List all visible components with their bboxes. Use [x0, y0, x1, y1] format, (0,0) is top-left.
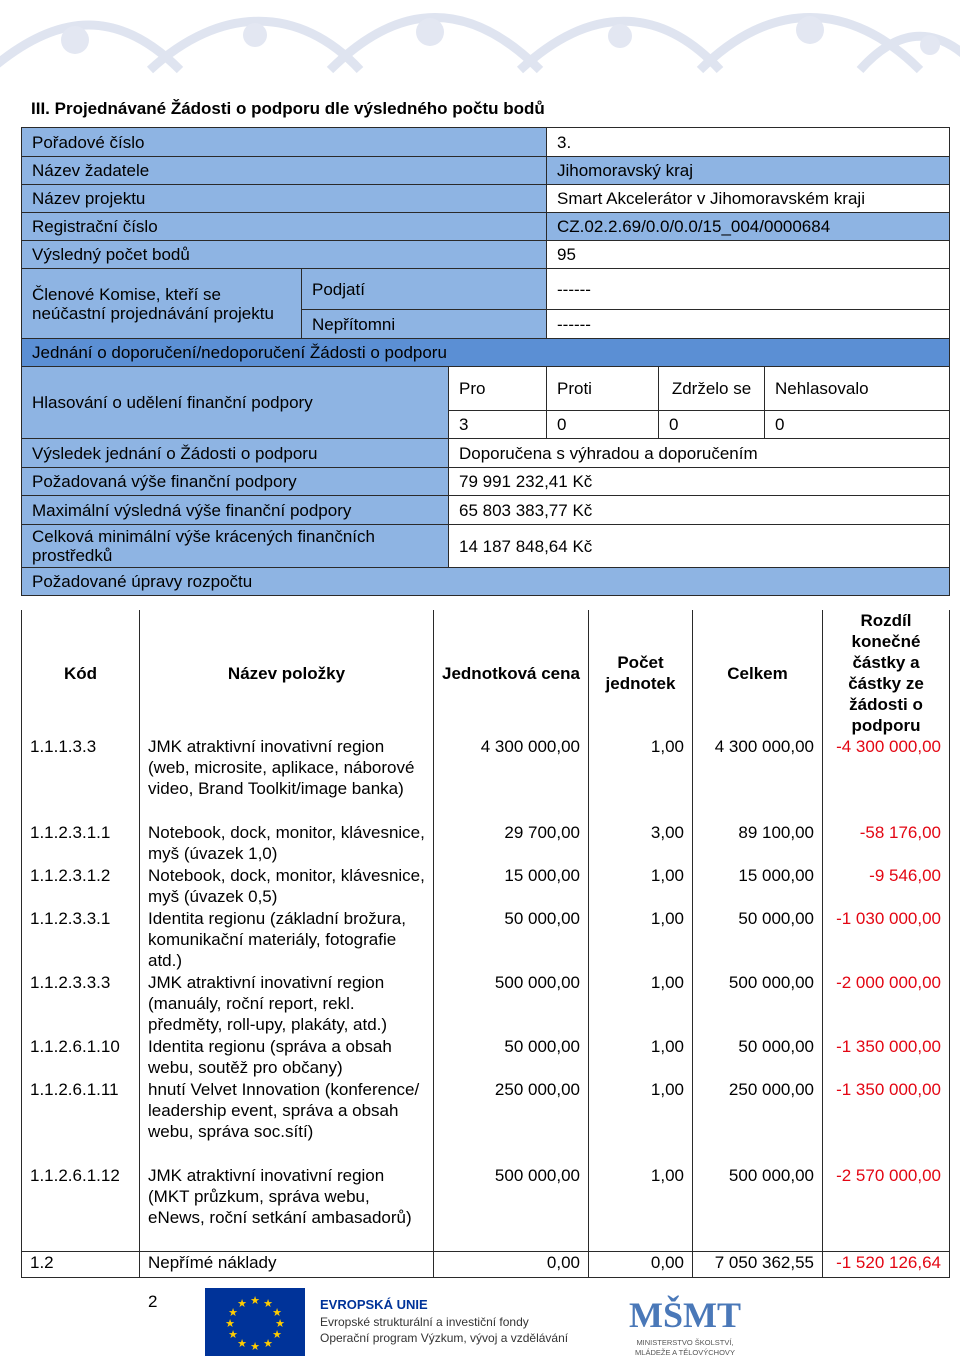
- row-nazev: Identita regionu (základní brožura, komunikační materiály, fotografie atd.): [140, 908, 434, 972]
- row-rozdil: -4 300 000,00: [823, 736, 950, 822]
- row-kod: 1.1.2.6.1.10: [22, 1036, 140, 1079]
- vote-nehlasovalo-header: Nehlasovalo: [765, 367, 950, 411]
- svg-text:★: ★: [237, 1337, 247, 1350]
- svg-text:★: ★: [275, 1317, 285, 1330]
- table-row: [22, 972, 950, 1036]
- table-row: [22, 1251, 950, 1277]
- vote-pro-value: 3: [449, 411, 547, 439]
- row-cena: 500 000,00: [434, 1165, 589, 1251]
- svg-text:★: ★: [263, 1297, 273, 1310]
- row-cena: 250 000,00: [434, 1079, 589, 1165]
- col-header-nazev: Název položky: [140, 610, 434, 736]
- table-row: [22, 822, 950, 865]
- row-pocet: 3,00: [589, 822, 693, 865]
- svg-text:★: ★: [228, 1306, 238, 1319]
- vote-nehlasovalo-value: 0: [765, 411, 950, 439]
- row-kod: 1.1.2.3.3.1: [22, 908, 140, 972]
- row-kod: 1.1.2.3.3.3: [22, 972, 140, 1036]
- row-celkem: 89 100,00: [693, 822, 823, 865]
- header-banner: [0, 0, 960, 90]
- msmt-line2: MLÁDEŽE A TĚLOVÝCHOVY: [635, 1348, 735, 1357]
- row-celkem: 50 000,00: [693, 908, 823, 972]
- row-kod: 1.1.1.3.3: [22, 736, 140, 822]
- row-kod: 1.1.2.3.1.2: [22, 865, 140, 908]
- svg-text:★: ★: [228, 1328, 238, 1341]
- celkova-minimalni-label: Celková minimální výše krácených finančních prostředků: [22, 525, 449, 568]
- poradove-cislo-value: 3.: [547, 128, 950, 157]
- svg-text:★: ★: [225, 1317, 235, 1330]
- row-pocet: 0,00: [589, 1251, 693, 1277]
- table-row: [22, 908, 950, 972]
- row-celkem: 7 050 362,55: [693, 1251, 823, 1277]
- col-header-cena: Jednotková cena: [434, 610, 589, 736]
- table-header-row: [22, 610, 950, 736]
- project-info-table: [21, 127, 950, 596]
- msmt-logo-icon: [629, 1295, 741, 1357]
- svg-text:★: ★: [272, 1306, 282, 1319]
- msmt-line1: MINISTERSTVO ŠKOLSTVÍ,: [636, 1338, 734, 1347]
- nepritomni-value: ------: [547, 310, 950, 339]
- pozadovana-vyse-value: 79 991 232,41 Kč: [449, 468, 950, 496]
- maximalni-vyse-label: Maximální výsledná výše finanční podpory: [22, 496, 449, 525]
- vysledek-jednani-value: Doporučena s výhradou a doporučením: [449, 439, 950, 468]
- vote-zdrzelo-value: 0: [659, 411, 765, 439]
- vysledny-pocet-bodu-value: 95: [547, 241, 950, 269]
- nazev-projektu-value: Smart Akcelerátor v Jihomoravském kraji: [547, 185, 950, 213]
- table-row: [22, 1036, 950, 1079]
- row-cena: 50 000,00: [434, 1036, 589, 1079]
- maximalni-vyse-value: 65 803 383,77 Kč: [449, 496, 950, 525]
- row-rozdil: -58 176,00: [823, 822, 950, 865]
- col-header-kod: Kód: [22, 610, 140, 736]
- vysledny-pocet-bodu-label: Výsledný počet bodů: [22, 241, 547, 269]
- svg-text:★: ★: [250, 1340, 260, 1353]
- pozadovana-vyse-label: Požadovaná výše finanční podpory: [22, 468, 449, 496]
- footer-logos: [205, 1282, 765, 1362]
- vote-zdrzelo-header: Zdrželo se: [659, 367, 765, 411]
- vote-proti-value: 0: [547, 411, 659, 439]
- row-pocet: 1,00: [589, 736, 693, 822]
- row-pocet: 1,00: [589, 1165, 693, 1251]
- row-cena: 50 000,00: [434, 908, 589, 972]
- row-kod: 1.1.2.3.1.1: [22, 822, 140, 865]
- pozadovane-upravy-label: Požadované úpravy rozpočtu: [22, 568, 950, 596]
- svg-text:★: ★: [263, 1337, 273, 1350]
- col-header-rozdil: Rozdíl konečné částky a částky ze žádosti o podporu: [823, 610, 950, 736]
- row-pocet: 1,00: [589, 1036, 693, 1079]
- col-header-celkem: Celkem: [693, 610, 823, 736]
- row-cena: 29 700,00: [434, 822, 589, 865]
- svg-text:★: ★: [250, 1294, 260, 1307]
- row-nazev: Notebook, dock, monitor, klávesnice, myš (úvazek 0,5): [140, 865, 434, 908]
- row-pocet: 1,00: [589, 865, 693, 908]
- podjati-value: ------: [547, 269, 950, 310]
- svg-text:★: ★: [272, 1328, 282, 1341]
- row-cena: 15 000,00: [434, 865, 589, 908]
- eu-fund: Evropské strukturální a investiční fondy: [320, 1315, 529, 1329]
- hlasovani-label: Hlasování o udělení finanční podpory: [22, 367, 449, 439]
- row-cena: 4 300 000,00: [434, 736, 589, 822]
- row-celkem: 500 000,00: [693, 972, 823, 1036]
- row-rozdil: -2 000 000,00: [823, 972, 950, 1036]
- row-rozdil: -2 570 000,00: [823, 1165, 950, 1251]
- table-row: [22, 736, 950, 822]
- vote-proti-header: Proti: [547, 367, 659, 411]
- budget-items-table: [21, 610, 950, 1278]
- podjati-label: Podjatí: [302, 269, 547, 310]
- row-celkem: 500 000,00: [693, 1165, 823, 1251]
- celkova-minimalni-value: 14 187 848,64 Kč: [449, 525, 950, 568]
- vote-pro-header: Pro: [449, 367, 547, 411]
- row-nazev: JMK atraktivní inovativní region (MKT průzkum, správa webu, eNews, roční setkání ambasadorů): [140, 1165, 434, 1251]
- row-rozdil: -1 350 000,00: [823, 1036, 950, 1079]
- row-celkem: 15 000,00: [693, 865, 823, 908]
- eu-flag-icon: [205, 1288, 305, 1356]
- jednani-section-header: Jednání o doporučení/nedoporučení Žádosti o podporu: [22, 339, 950, 367]
- row-pocet: 1,00: [589, 1079, 693, 1165]
- row-celkem: 250 000,00: [693, 1079, 823, 1165]
- row-pocet: 1,00: [589, 908, 693, 972]
- row-nazev: Identita regionu (správa a obsah webu, soutěž pro občany): [140, 1036, 434, 1079]
- row-celkem: 50 000,00: [693, 1036, 823, 1079]
- row-pocet: 1,00: [589, 972, 693, 1036]
- page-number: 2: [148, 1292, 158, 1311]
- row-cena: 500 000,00: [434, 972, 589, 1036]
- row-nazev: JMK atraktivní inovativní region (web, microsite, aplikace, náborové video, Brand Toolkit/image banka): [140, 736, 434, 822]
- row-rozdil: -1 030 000,00: [823, 908, 950, 972]
- nazev-zadatele-value: Jihomoravský kraj: [547, 157, 950, 185]
- page-heading: III. Projednávané Žádosti o podporu dle výsledného počtu bodů: [31, 99, 545, 118]
- row-cena: 0,00: [434, 1251, 589, 1277]
- row-kod: 1.1.2.6.1.12: [22, 1165, 140, 1251]
- row-rozdil: -1 520 126,64: [823, 1251, 950, 1277]
- nazev-zadatele-label: Název žadatele: [22, 157, 547, 185]
- col-header-pocet: Počet jednotek: [589, 610, 693, 736]
- nazev-projektu-label: Název projektu: [22, 185, 547, 213]
- table-row: [22, 1165, 950, 1251]
- eu-program: Operační program Výzkum, vývoj a vzdělávání: [320, 1331, 569, 1345]
- svg-text:★: ★: [237, 1297, 247, 1310]
- table-row: [22, 865, 950, 908]
- eu-title: EVROPSKÁ UNIE: [320, 1297, 428, 1312]
- row-rozdil: -1 350 000,00: [823, 1079, 950, 1165]
- row-nazev: hnutí Velvet Innovation (konference/ leadership event, správa a obsah webu, správa soc.sítí): [140, 1079, 434, 1165]
- msmt-logo-text: MŠMT: [629, 1295, 741, 1335]
- row-nazev: Notebook, dock, monitor, klávesnice, myš (úvazek 1,0): [140, 822, 434, 865]
- poradove-cislo-label: Pořadové číslo: [22, 128, 547, 157]
- nepritomni-label: Nepřítomni: [302, 310, 547, 339]
- clenove-komise-label: Členové Komise, kteří se neúčastní projednávání projektu: [22, 269, 302, 339]
- row-kod: 1.1.2.6.1.11: [22, 1079, 140, 1165]
- row-nazev: JMK atraktivní inovativní region (manuály, roční report, rekl. předměty, roll-upy, plakáty, atd.): [140, 972, 434, 1036]
- row-kod: 1.2: [22, 1251, 140, 1277]
- registracni-cislo-value: CZ.02.2.69/0.0/0.0/15_004/0000684: [547, 213, 950, 241]
- row-rozdil: -9 546,00: [823, 865, 950, 908]
- row-nazev: Nepřímé náklady: [140, 1251, 434, 1277]
- vysledek-jednani-label: Výsledek jednání o Žádosti o podporu: [22, 439, 449, 468]
- row-celkem: 4 300 000,00: [693, 736, 823, 822]
- table-row: [22, 1079, 950, 1165]
- registracni-cislo-label: Registrační číslo: [22, 213, 547, 241]
